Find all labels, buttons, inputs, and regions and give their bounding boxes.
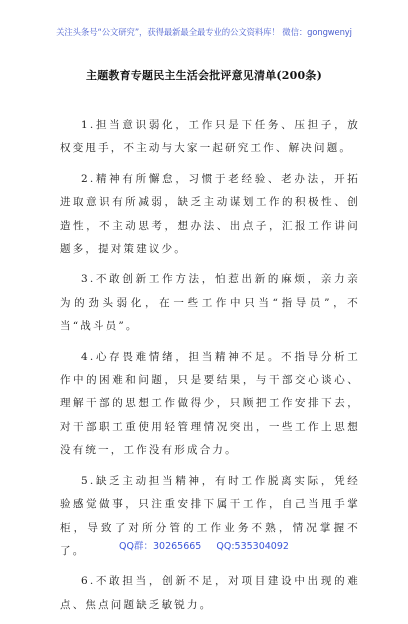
list-item-4: 4.心存畏难情绪，担当精神不足。不指导分析工作中的困难和问题，只是要结果，与干部交心谈心、理解干部的思想工作做得少，只顾把工作安排下去，对干部职工重使用轻管理情况突出，一些工作上思想没有统一，工作没有形成合力。 [60,350,360,457]
list-item-6: 6.不敢担当，创新不足，对项目建设中出现的难点、焦点问题缺乏敏锐力。 [60,575,360,611]
header-promo-note: 关注头条号“公文研究”，获得最新最全最专业的公文资料库！ 微信：gongwenyj [56,27,352,37]
page-title: 主题教育专题民主生活会批评意见清单(200条) [86,69,322,82]
footer-qq-number: QQ:535304092 [216,541,289,552]
list-item-2: 2.精神有所懈怠，习惯于老经验、老办法，开拓进取意识有所减弱，缺乏主动谋划工作的积极性、创造性，不主动思考，想办法、出点子，汇报工作讲问题多，提对策建议少。 [60,172,360,256]
list-item-1: 1.担当意识弱化，工作只是下任务、压担子，放权变甩手，不主动与大家一起研究工作、解决问题。 [60,119,360,155]
list-item-3: 3.不敢创新工作方法，怕惹出新的麻烦，亲力亲为的劲头弱化，在一些工作中只当“指导员”，不当“战斗员”。 [60,273,360,333]
footer-qq-group: QQ群：30265665 [119,541,202,552]
footer-contact [0,538,408,552]
list-item-5: 5.缺乏主动担当精神，有时工作脱离实际，凭经验感觉做事，只注重安排下属干工作，自己当甩手掌柜，导致了对所分管的工作业务不熟，情况掌握不了。 [60,474,360,557]
